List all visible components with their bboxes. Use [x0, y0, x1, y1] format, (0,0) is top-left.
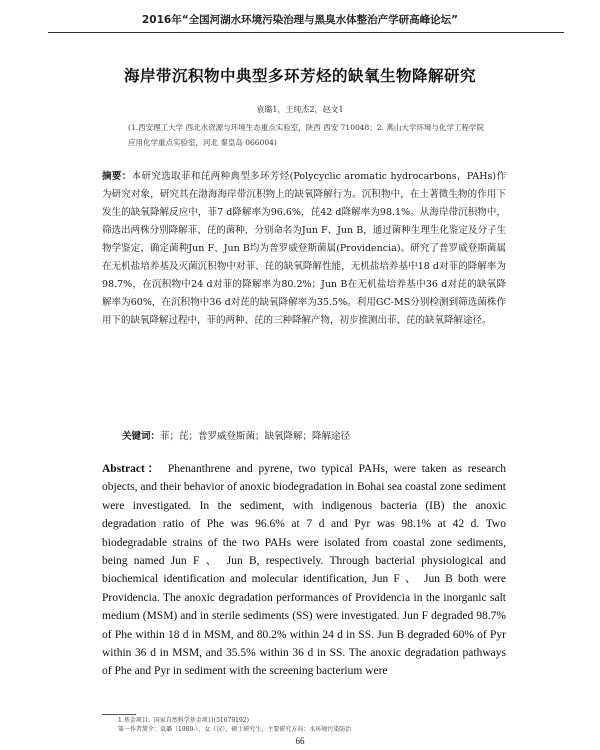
- chinese-keywords: [122, 428, 506, 446]
- chinese-abstract: [102, 168, 506, 330]
- english-abstract-label: Abstract：: [102, 463, 163, 475]
- english-abstract: [102, 460, 506, 681]
- chinese-abstract-label: 摘要：: [102, 171, 132, 182]
- english-abstract-text: Phenanthrene and pyrene, two typical PAHs, were taken as research objects, and their behavior of anoxic biodegradation in Bohai sea coastal zone sediment were investigated. In the sediment, with indigenous bacteria (IB) the anoxic degradation ratio of Phe was 96.6% at 7 d and Pyr was 98.1% at 42 d. Two biodegradable strains of the two PAHs were isolated from coastal zone sediments, being named Jun F 、 Jun B, respectively. Through bacterial physiological and biochemical identification and molecular identification, Jun F 、 Jun B both were Providencia. The anoxic degradation performances of Providencia in the inorganic salt medium (MSM) and in sterile sediments (SS) were investigated. Jun F degraded 98.7% of Phe within 18 d in MSM, and 80.2% within 24 d in SS. Jun B degraded 60% of Pyr within 36 d in MSM, and 35.5% within 36 d in SS. The anoxic degradation pathways of Phe and Pyr in sediment with the screening bacterium were: [102, 463, 507, 678]
- affiliation: (1.西安理工大学 西北水资源与环境生态重点实验室，陕西 西安 710048；2. 燕山大学环境与化学工程学院 应用化学重点实验室，河北 秦皇岛 066004): [128, 123, 484, 147]
- footnote-rule: [102, 714, 136, 715]
- page-number: 66: [295, 736, 305, 746]
- footnotes: [118, 716, 508, 734]
- chinese-abstract-text: 本研究选取菲和芘两种典型多环芳烃(Polycyclic aromatic hydrocarbons，PAHs)作为研究对象，研究其在渤海海岸带沉积物上的缺氧降解行为。沉积物中，在土著微生物的作用下发生的缺氧降解反应中，菲7 d降解率为96.6%，芘42 d降解率为98.1%。从海岸带沉积物中，筛选出两株分别降解菲、芘的菌种，分别命名为Jun F、Jun B，通过菌种生理生化鉴定及分子生物学鉴定，确定菌种Jun F、Jun B均为普罗威登斯菌属(Providencia)。研究了普罗威登斯菌属在无机盐培养基及灭菌沉积物中对菲、芘的缺氧降解性能，无机盐培养基中18 d对菲的降解率为98.7%，在沉积物中24 d对菲的降解率为80.2%；Jun B在无机盐培养基中36 d对芘的缺氧降解率为60%，在沉积物中36 d对芘的缺氧降解率为35.5%。利用GC-MS分别检测到筛选菌株作用下的缺氧降解过程中，菲的两种、芘的三种降解产物，初步推测出菲、芘的缺氧降解途径。: [102, 171, 506, 326]
- running-header: 2016年“全国河湖水环境污染治理与黑臭水体整治产学研高峰论坛”: [141, 14, 459, 26]
- footnote-funding: 1 基金项目：国家自然科学基金项目(51679192): [118, 717, 249, 724]
- chinese-keywords-label: 关键词：: [122, 431, 161, 442]
- header-rule: [48, 32, 564, 33]
- paper-title: 海岸带沉积物中典型多环芳烃的缺氧生物降解研究: [123, 67, 476, 85]
- chinese-keywords-text: 菲；芘；普罗威登斯菌；缺氧降解；降解途径: [160, 431, 351, 442]
- footnote-author-bio: 第一作者简介：袁璐（1989-），女（汉），硕士研究生，主要研究方向：水环境污染防治: [118, 726, 352, 733]
- author-list: 袁璐1，王纯杰2，赵文1: [256, 105, 344, 114]
